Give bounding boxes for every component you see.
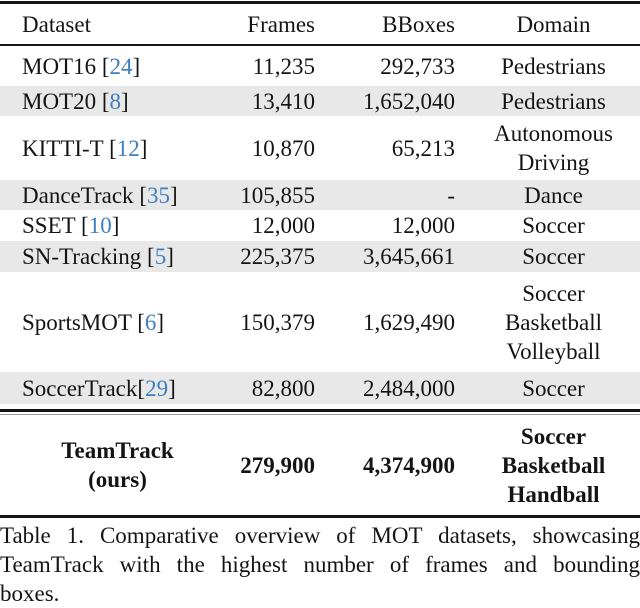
- domain-line: Volleyball: [506, 338, 601, 364]
- domain-line: Autonomous: [494, 121, 613, 146]
- table-row-kitti-t: [0, 116, 640, 180]
- frames-cell: 225,375: [240, 244, 315, 269]
- citation-bracket: ]: [156, 309, 165, 335]
- citation-bracket: ]: [139, 135, 148, 161]
- dataset-label: SN-Tracking: [22, 244, 148, 269]
- citation-link[interactable]: 12: [116, 135, 140, 161]
- table-header-row: [0, 4, 640, 44]
- citation-link[interactable]: 6: [144, 309, 157, 335]
- domain-cell: [455, 119, 640, 177]
- domain-cell: Soccer: [522, 213, 585, 238]
- citation-link[interactable]: 10: [88, 213, 112, 238]
- dataset-cell: [0, 308, 235, 337]
- frames-cell: 82,800: [251, 375, 315, 401]
- citation-link[interactable]: 8: [109, 88, 122, 114]
- column-header-domain: Domain: [516, 11, 591, 37]
- citation-bracket: [: [139, 182, 147, 208]
- citation-bracket: [: [101, 53, 110, 79]
- dataset-label: MOT20: [22, 88, 102, 114]
- dataset-cell: [0, 134, 235, 163]
- table-row-sn-tracking: [0, 241, 640, 272]
- table-row-teamtrack-ours: [0, 415, 640, 515]
- bboxes-cell: 1,629,490: [363, 309, 455, 335]
- domain-cell: Dance: [524, 182, 583, 208]
- citation-link[interactable]: 29: [145, 375, 169, 401]
- dataset-cell: [0, 181, 235, 210]
- citation-bracket: [: [147, 244, 155, 269]
- column-header-dataset: Dataset: [22, 11, 91, 37]
- citation-bracket: ]: [166, 244, 174, 269]
- domain-line: Handball: [507, 481, 600, 507]
- dataset-label: KITTI-T: [22, 135, 110, 161]
- citation-link[interactable]: 5: [154, 244, 167, 269]
- frames-cell: 279,900: [240, 452, 315, 478]
- domain-cell: Pedestrians: [501, 88, 606, 114]
- citation-bracket: ]: [132, 53, 141, 79]
- domain-line: Soccer: [522, 280, 585, 306]
- dataset-name-line: (ours): [88, 467, 147, 492]
- table-caption: [0, 518, 640, 608]
- frames-cell: 10,870: [251, 135, 315, 161]
- citation-bracket: ]: [169, 182, 178, 208]
- domain-cell: [455, 279, 640, 366]
- dataset-label: DanceTrack: [22, 182, 140, 208]
- bboxes-cell: 292,733: [380, 53, 455, 79]
- domain-cell: [455, 422, 640, 509]
- column-header-bboxes: BBoxes: [382, 11, 455, 37]
- domain-line: Soccer: [520, 423, 587, 449]
- bboxes-cell: 12,000: [391, 213, 455, 238]
- dataset-label: SSET: [22, 213, 82, 238]
- bboxes-cell: 1,652,040: [363, 88, 455, 114]
- citation-link[interactable]: 35: [146, 182, 170, 208]
- table-row-mot16: [0, 46, 640, 86]
- table-row-sportsmot: [0, 272, 640, 372]
- bboxes-cell: 2,484,000: [363, 375, 455, 401]
- pre-highlight-rule-thick: [0, 409, 640, 412]
- citation-bracket: ]: [111, 213, 120, 238]
- domain-cell: Soccer: [522, 375, 585, 401]
- dataset-cell: [0, 374, 235, 403]
- citation-bracket: [: [137, 375, 146, 401]
- domain-line: Basketball: [504, 309, 603, 335]
- bboxes-cell: 65,213: [391, 135, 455, 161]
- citation-bracket: ]: [168, 375, 176, 401]
- frames-cell: 150,379: [240, 309, 315, 335]
- dataset-label: SportsMOT: [22, 309, 138, 335]
- domain-cell: Pedestrians: [501, 53, 606, 79]
- bboxes-cell: 3,645,661: [363, 244, 455, 269]
- dataset-cell: [0, 211, 235, 240]
- citation-bracket: ]: [121, 88, 129, 114]
- domain-line: Basketball: [501, 452, 606, 478]
- citation-bracket: [: [81, 213, 89, 238]
- bboxes-cell: -: [447, 182, 455, 208]
- frames-cell: 105,855: [240, 182, 315, 208]
- caption-line: boxes.: [0, 581, 60, 606]
- citation-bracket: [: [109, 135, 117, 161]
- dataset-cell: [0, 242, 235, 271]
- dataset-cell: [0, 52, 235, 81]
- dataset-label: SoccerTrack: [22, 375, 138, 401]
- table-row-mot20: [0, 86, 640, 116]
- frames-cell: 13,410: [251, 88, 315, 114]
- dataset-name-line: TeamTrack: [61, 438, 174, 463]
- dataset-label: MOT16: [22, 53, 102, 79]
- table-row-dancetrack: [0, 180, 640, 210]
- table-row-soccertrack: [0, 372, 640, 404]
- bboxes-cell: 4,374,900: [363, 452, 455, 478]
- paper-table-figure: [0, 1, 640, 608]
- caption-line: Table 1. Comparative overview of MOT datasets, showcasing: [0, 523, 640, 548]
- dataset-cell: [0, 436, 235, 494]
- frames-cell: 11,235: [252, 53, 315, 79]
- column-header-frames: Frames: [247, 11, 315, 37]
- domain-cell: Soccer: [522, 244, 585, 269]
- citation-link[interactable]: 24: [109, 53, 133, 79]
- dataset-cell: [0, 87, 235, 116]
- frames-cell: 12,000: [251, 213, 315, 238]
- caption-line: TeamTrack with the highest number of frames and bounding: [0, 552, 640, 577]
- table-row-sset: [0, 210, 640, 241]
- domain-line: Driving: [517, 150, 590, 175]
- citation-bracket: [: [137, 309, 145, 335]
- citation-bracket: [: [101, 88, 110, 114]
